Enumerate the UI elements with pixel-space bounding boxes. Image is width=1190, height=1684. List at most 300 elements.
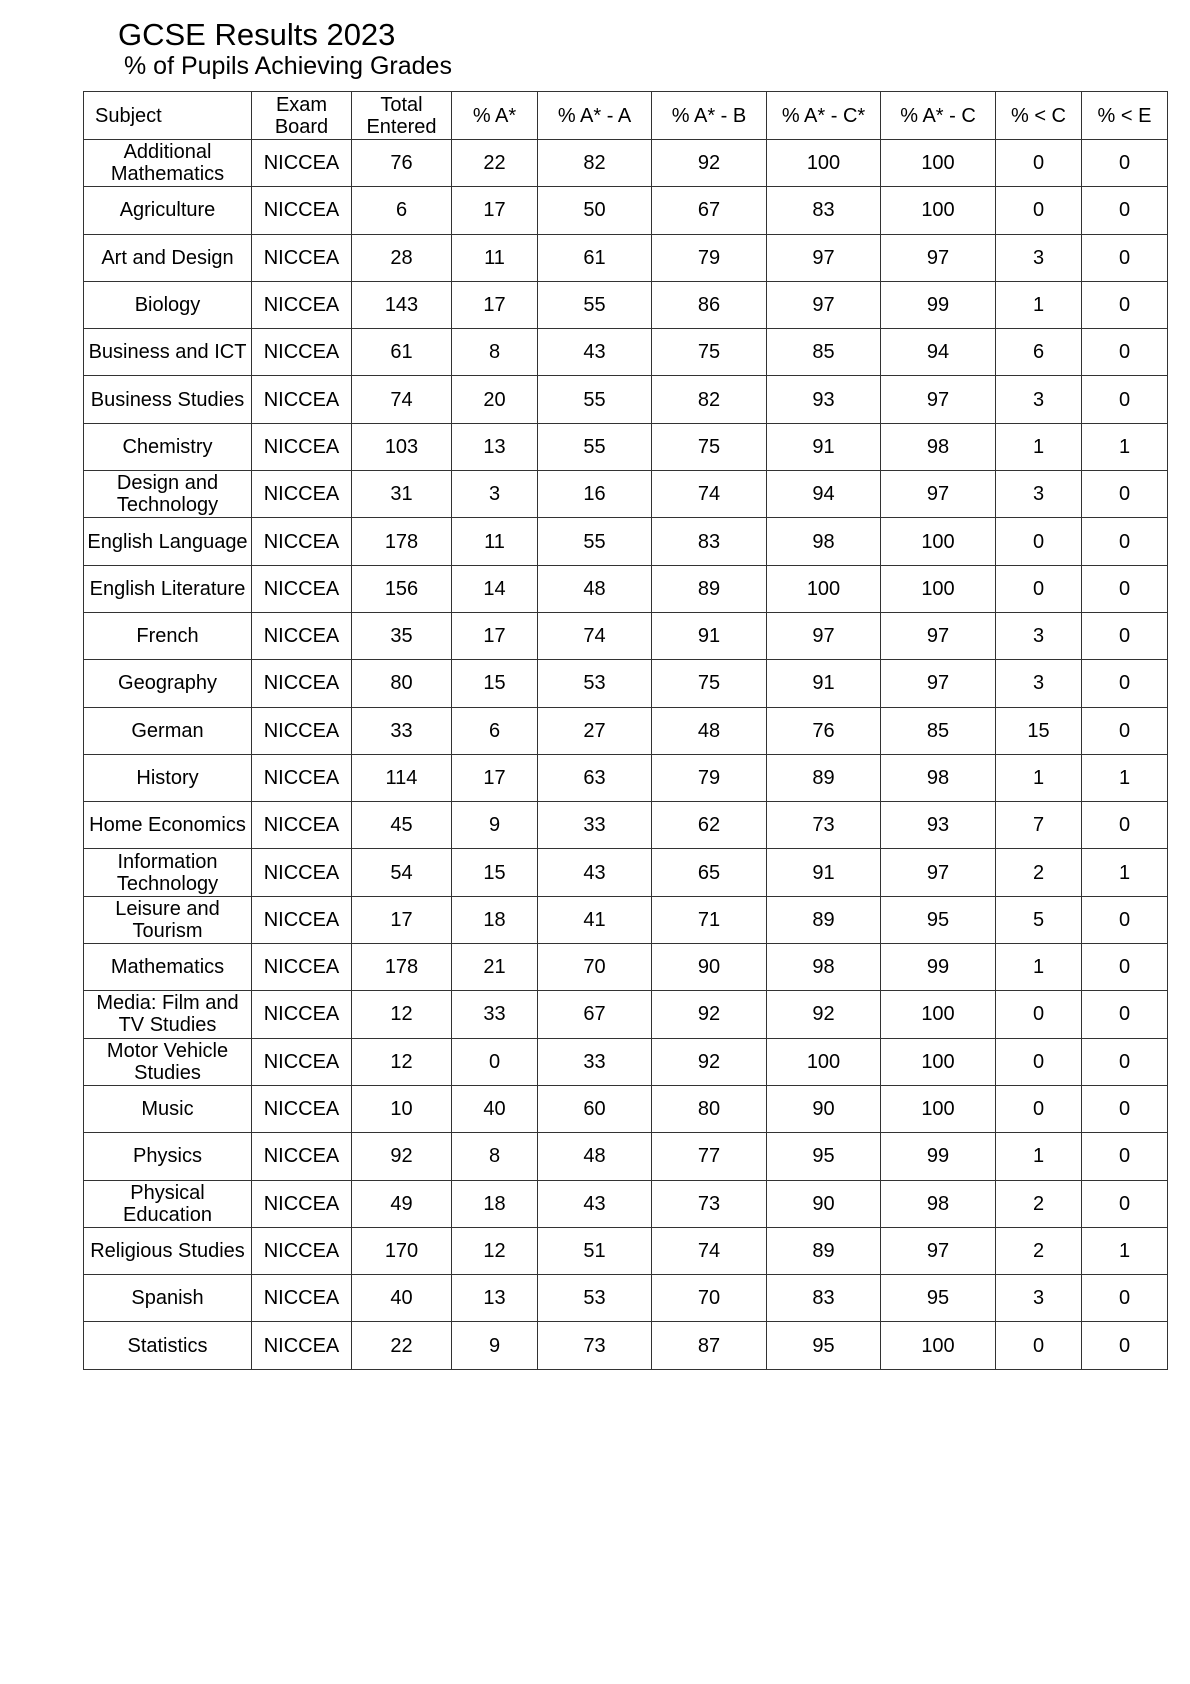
table-cell: 100 xyxy=(881,1038,996,1085)
table-cell: 35 xyxy=(352,612,452,659)
table-row xyxy=(84,565,1168,612)
table-cell: 170 xyxy=(352,1227,452,1274)
table-cell: NICCEA xyxy=(252,707,352,754)
table-cell: 0 xyxy=(1082,1133,1168,1180)
table-cell: 1 xyxy=(996,423,1082,470)
table-cell: 0 xyxy=(1082,707,1168,754)
table-cell: 48 xyxy=(652,707,767,754)
table-cell: 1 xyxy=(1082,1227,1168,1274)
table-cell: 97 xyxy=(881,1227,996,1274)
table-cell: 114 xyxy=(352,754,452,801)
table-cell: 91 xyxy=(767,660,881,707)
table-row xyxy=(84,991,1168,1038)
table-cell: 17 xyxy=(452,281,538,328)
table-cell: 77 xyxy=(652,1133,767,1180)
table-cell: 55 xyxy=(538,281,652,328)
table-cell: NICCEA xyxy=(252,802,352,849)
table-cell: 0 xyxy=(1082,612,1168,659)
subject-cell: Additional Mathematics xyxy=(84,140,252,187)
table-cell: 43 xyxy=(538,1180,652,1227)
table-cell: NICCEA xyxy=(252,849,352,896)
table-cell: 40 xyxy=(452,1085,538,1132)
table-cell: 6 xyxy=(996,329,1082,376)
table-cell: 97 xyxy=(767,281,881,328)
table-cell: 2 xyxy=(996,849,1082,896)
subject-cell: English Literature xyxy=(84,565,252,612)
table-cell: NICCEA xyxy=(252,140,352,187)
table-cell: NICCEA xyxy=(252,376,352,423)
table-cell: 11 xyxy=(452,234,538,281)
column-header: Subject xyxy=(84,92,252,140)
table-cell: 17 xyxy=(452,754,538,801)
table-cell: NICCEA xyxy=(252,991,352,1038)
table-cell: NICCEA xyxy=(252,1133,352,1180)
table-cell: 55 xyxy=(538,376,652,423)
table-row xyxy=(84,1038,1168,1085)
table-cell: 99 xyxy=(881,944,996,991)
table-row xyxy=(84,1227,1168,1274)
table-cell: 43 xyxy=(538,849,652,896)
table-cell: 97 xyxy=(881,234,996,281)
table-row xyxy=(84,944,1168,991)
table-cell: 100 xyxy=(881,565,996,612)
subject-cell: History xyxy=(84,754,252,801)
table-cell: 11 xyxy=(452,518,538,565)
table-cell: 63 xyxy=(538,754,652,801)
table-cell: 74 xyxy=(352,376,452,423)
table-cell: 178 xyxy=(352,518,452,565)
table-cell: 17 xyxy=(452,187,538,234)
subject-cell: Geography xyxy=(84,660,252,707)
table-cell: 100 xyxy=(881,1322,996,1369)
page-title: GCSE Results 2023 xyxy=(118,17,396,52)
table-cell: 70 xyxy=(538,944,652,991)
table-cell: 1 xyxy=(1082,423,1168,470)
table-cell: 83 xyxy=(767,1275,881,1322)
table-cell: 94 xyxy=(767,471,881,518)
table-cell: 90 xyxy=(652,944,767,991)
table-cell: 49 xyxy=(352,1180,452,1227)
table-cell: 0 xyxy=(996,1322,1082,1369)
subject-cell: Art and Design xyxy=(84,234,252,281)
table-cell: 91 xyxy=(652,612,767,659)
table-cell: 18 xyxy=(452,896,538,943)
table-cell: 83 xyxy=(767,187,881,234)
table-cell: 74 xyxy=(652,471,767,518)
column-header: % A* - B xyxy=(652,92,767,140)
table-row xyxy=(84,1133,1168,1180)
table-row xyxy=(84,471,1168,518)
subject-cell: Physical Education xyxy=(84,1180,252,1227)
table-cell: 3 xyxy=(996,612,1082,659)
subject-cell: Mathematics xyxy=(84,944,252,991)
table-cell: 3 xyxy=(996,660,1082,707)
table-cell: NICCEA xyxy=(252,187,352,234)
table-cell: 20 xyxy=(452,376,538,423)
table-cell: 91 xyxy=(767,849,881,896)
table-row xyxy=(84,1180,1168,1227)
table-cell: 90 xyxy=(767,1180,881,1227)
table-cell: 82 xyxy=(652,376,767,423)
table-cell: NICCEA xyxy=(252,281,352,328)
column-header: Total Entered xyxy=(352,92,452,140)
table-cell: 15 xyxy=(452,660,538,707)
table-cell: 97 xyxy=(881,849,996,896)
table-cell: 0 xyxy=(1082,281,1168,328)
table-cell: 33 xyxy=(538,802,652,849)
table-row xyxy=(84,612,1168,659)
table-cell: 99 xyxy=(881,1133,996,1180)
table-cell: 1 xyxy=(996,281,1082,328)
table-row xyxy=(84,376,1168,423)
table-cell: 60 xyxy=(538,1085,652,1132)
table-cell: 33 xyxy=(538,1038,652,1085)
subject-cell: Music xyxy=(84,1085,252,1132)
table-cell: 0 xyxy=(1082,376,1168,423)
table-cell: 80 xyxy=(352,660,452,707)
table-cell: 48 xyxy=(538,565,652,612)
table-cell: NICCEA xyxy=(252,944,352,991)
column-header: % < C xyxy=(996,92,1082,140)
table-cell: 95 xyxy=(767,1322,881,1369)
table-cell: 100 xyxy=(881,1085,996,1132)
table-cell: 5 xyxy=(996,896,1082,943)
table-cell: 0 xyxy=(1082,187,1168,234)
table-cell: 85 xyxy=(767,329,881,376)
table-cell: 22 xyxy=(352,1322,452,1369)
table-cell: 2 xyxy=(996,1227,1082,1274)
table-row xyxy=(84,329,1168,376)
table-cell: 86 xyxy=(652,281,767,328)
table-row xyxy=(84,234,1168,281)
table-row xyxy=(84,660,1168,707)
table-cell: 10 xyxy=(352,1085,452,1132)
table-row xyxy=(84,1275,1168,1322)
table-cell: 7 xyxy=(996,802,1082,849)
table-cell: 8 xyxy=(452,329,538,376)
table-cell: 75 xyxy=(652,329,767,376)
table-cell: 89 xyxy=(652,565,767,612)
table-cell: 28 xyxy=(352,234,452,281)
table-cell: 9 xyxy=(452,1322,538,1369)
table-cell: NICCEA xyxy=(252,896,352,943)
table-cell: 0 xyxy=(1082,802,1168,849)
subject-cell: Agriculture xyxy=(84,187,252,234)
table-cell: 99 xyxy=(881,281,996,328)
column-header: Exam Board xyxy=(252,92,352,140)
table-row xyxy=(84,518,1168,565)
table-cell: 95 xyxy=(881,1275,996,1322)
table-cell: 0 xyxy=(1082,1038,1168,1085)
table-cell: 1 xyxy=(996,1133,1082,1180)
table-cell: 97 xyxy=(767,234,881,281)
table-row xyxy=(84,754,1168,801)
table-cell: 100 xyxy=(767,1038,881,1085)
table-cell: 89 xyxy=(767,1227,881,1274)
table-cell: 80 xyxy=(652,1085,767,1132)
table-cell: 92 xyxy=(652,140,767,187)
table-row xyxy=(84,281,1168,328)
table-cell: 98 xyxy=(767,944,881,991)
column-header: % A* - C xyxy=(881,92,996,140)
table-cell: 73 xyxy=(652,1180,767,1227)
results-table xyxy=(83,91,1168,1370)
subject-cell: Information Technology xyxy=(84,849,252,896)
table-cell: NICCEA xyxy=(252,565,352,612)
table-cell: 95 xyxy=(767,1133,881,1180)
table-cell: 1 xyxy=(996,944,1082,991)
table-cell: 0 xyxy=(1082,565,1168,612)
table-cell: NICCEA xyxy=(252,471,352,518)
table-cell: 16 xyxy=(538,471,652,518)
table-cell: 0 xyxy=(1082,896,1168,943)
table-cell: NICCEA xyxy=(252,754,352,801)
table-cell: 97 xyxy=(881,376,996,423)
table-cell: 74 xyxy=(538,612,652,659)
table-cell: 79 xyxy=(652,234,767,281)
table-cell: 0 xyxy=(996,140,1082,187)
table-cell: 0 xyxy=(1082,1275,1168,1322)
table-cell: 1 xyxy=(996,754,1082,801)
table-cell: 97 xyxy=(881,660,996,707)
table-cell: 93 xyxy=(767,376,881,423)
table-cell: 0 xyxy=(1082,1180,1168,1227)
table-cell: 0 xyxy=(452,1038,538,1085)
table-cell: 83 xyxy=(652,518,767,565)
table-cell: 100 xyxy=(767,140,881,187)
table-cell: NICCEA xyxy=(252,1227,352,1274)
table-cell: 61 xyxy=(538,234,652,281)
table-cell: 95 xyxy=(881,896,996,943)
table-cell: 27 xyxy=(538,707,652,754)
table-cell: 43 xyxy=(538,329,652,376)
table-cell: 0 xyxy=(996,187,1082,234)
table-cell: 67 xyxy=(538,991,652,1038)
table-cell: NICCEA xyxy=(252,1180,352,1227)
subject-cell: Media: Film and TV Studies xyxy=(84,991,252,1038)
table-cell: 94 xyxy=(881,329,996,376)
table-cell: 17 xyxy=(352,896,452,943)
table-cell: 48 xyxy=(538,1133,652,1180)
table-cell: 41 xyxy=(538,896,652,943)
table-cell: 87 xyxy=(652,1322,767,1369)
subject-cell: Design and Technology xyxy=(84,471,252,518)
table-cell: 92 xyxy=(767,991,881,1038)
table-cell: 6 xyxy=(452,707,538,754)
table-cell: 82 xyxy=(538,140,652,187)
table-cell: 0 xyxy=(1082,660,1168,707)
subject-cell: Motor Vehicle Studies xyxy=(84,1038,252,1085)
table-cell: 2 xyxy=(996,1180,1082,1227)
table-cell: NICCEA xyxy=(252,1275,352,1322)
table-cell: 0 xyxy=(996,565,1082,612)
table-cell: 12 xyxy=(452,1227,538,1274)
table-cell: 53 xyxy=(538,660,652,707)
subject-cell: Statistics xyxy=(84,1322,252,1369)
table-cell: NICCEA xyxy=(252,1322,352,1369)
table-cell: 100 xyxy=(881,518,996,565)
table-cell: 97 xyxy=(881,612,996,659)
table-cell: 0 xyxy=(996,1038,1082,1085)
table-cell: 92 xyxy=(652,991,767,1038)
table-cell: NICCEA xyxy=(252,1038,352,1085)
table-cell: 14 xyxy=(452,565,538,612)
table-cell: 100 xyxy=(767,565,881,612)
table-cell: 89 xyxy=(767,896,881,943)
table-cell: 0 xyxy=(1082,329,1168,376)
table-cell: 71 xyxy=(652,896,767,943)
table-cell: NICCEA xyxy=(252,518,352,565)
table-cell: 0 xyxy=(996,1085,1082,1132)
table-cell: 98 xyxy=(767,518,881,565)
table-cell: 97 xyxy=(767,612,881,659)
page-subtitle: % of Pupils Achieving Grades xyxy=(124,52,452,80)
table-cell: 67 xyxy=(652,187,767,234)
table-cell: 0 xyxy=(1082,471,1168,518)
table-cell: 12 xyxy=(352,991,452,1038)
table-cell: 0 xyxy=(1082,1322,1168,1369)
table-cell: 40 xyxy=(352,1275,452,1322)
table-cell: 50 xyxy=(538,187,652,234)
table-row xyxy=(84,423,1168,470)
table-cell: 31 xyxy=(352,471,452,518)
subject-cell: German xyxy=(84,707,252,754)
table-cell: 76 xyxy=(767,707,881,754)
table-cell: 75 xyxy=(652,660,767,707)
table-row xyxy=(84,187,1168,234)
table-cell: 1 xyxy=(1082,754,1168,801)
table-cell: 0 xyxy=(1082,991,1168,1038)
table-cell: 143 xyxy=(352,281,452,328)
subject-cell: Business Studies xyxy=(84,376,252,423)
table-cell: 3 xyxy=(996,471,1082,518)
column-header: % A* - C* xyxy=(767,92,881,140)
table-cell: 55 xyxy=(538,518,652,565)
table-cell: 178 xyxy=(352,944,452,991)
table-cell: 98 xyxy=(881,754,996,801)
table-cell: 73 xyxy=(767,802,881,849)
table-cell: 92 xyxy=(352,1133,452,1180)
subject-cell: Spanish xyxy=(84,1275,252,1322)
table-cell: 61 xyxy=(352,329,452,376)
table-cell: 33 xyxy=(352,707,452,754)
subject-cell: Leisure and Tourism xyxy=(84,896,252,943)
table-cell: 33 xyxy=(452,991,538,1038)
table-cell: 100 xyxy=(881,140,996,187)
table-cell: 62 xyxy=(652,802,767,849)
table-row xyxy=(84,896,1168,943)
table-cell: 9 xyxy=(452,802,538,849)
table-cell: 156 xyxy=(352,565,452,612)
table-cell: 97 xyxy=(881,471,996,518)
table-cell: 0 xyxy=(996,518,1082,565)
column-header: % < E xyxy=(1082,92,1168,140)
table-cell: NICCEA xyxy=(252,329,352,376)
table-cell: 51 xyxy=(538,1227,652,1274)
table-cell: 91 xyxy=(767,423,881,470)
column-header: % A* - A xyxy=(538,92,652,140)
table-row xyxy=(84,707,1168,754)
table-row xyxy=(84,849,1168,896)
table-body xyxy=(84,140,1168,1370)
table-cell: 73 xyxy=(538,1322,652,1369)
table-cell: 53 xyxy=(538,1275,652,1322)
table-cell: 15 xyxy=(996,707,1082,754)
subject-cell: Physics xyxy=(84,1133,252,1180)
table-cell: 21 xyxy=(452,944,538,991)
table-cell: 45 xyxy=(352,802,452,849)
table-cell: 54 xyxy=(352,849,452,896)
table-cell: 65 xyxy=(652,849,767,896)
table-cell: 22 xyxy=(452,140,538,187)
table-cell: 85 xyxy=(881,707,996,754)
table-cell: 70 xyxy=(652,1275,767,1322)
table-cell: 13 xyxy=(452,423,538,470)
table-cell: 103 xyxy=(352,423,452,470)
subject-cell: French xyxy=(84,612,252,659)
table-cell: 100 xyxy=(881,991,996,1038)
table-cell: 0 xyxy=(1082,518,1168,565)
subject-cell: Home Economics xyxy=(84,802,252,849)
table-cell: 98 xyxy=(881,423,996,470)
table-cell: NICCEA xyxy=(252,1085,352,1132)
table-row xyxy=(84,140,1168,187)
column-header: % A* xyxy=(452,92,538,140)
table-cell: 0 xyxy=(1082,140,1168,187)
table-cell: 90 xyxy=(767,1085,881,1132)
table-cell: 3 xyxy=(452,471,538,518)
subject-cell: Biology xyxy=(84,281,252,328)
table-row xyxy=(84,1322,1168,1369)
table-cell: 89 xyxy=(767,754,881,801)
table-cell: 18 xyxy=(452,1180,538,1227)
table-cell: 3 xyxy=(996,234,1082,281)
header-row xyxy=(84,92,1168,140)
table-cell: 93 xyxy=(881,802,996,849)
subject-cell: Business and ICT xyxy=(84,329,252,376)
table-cell: 3 xyxy=(996,376,1082,423)
subject-cell: Chemistry xyxy=(84,423,252,470)
table-row xyxy=(84,802,1168,849)
table-cell: 79 xyxy=(652,754,767,801)
table-cell: 76 xyxy=(352,140,452,187)
subject-cell: Religious Studies xyxy=(84,1227,252,1274)
subject-cell: English Language xyxy=(84,518,252,565)
table-row xyxy=(84,1085,1168,1132)
table-cell: 0 xyxy=(1082,234,1168,281)
table-cell: 98 xyxy=(881,1180,996,1227)
table-cell: 0 xyxy=(1082,1085,1168,1132)
table-cell: 8 xyxy=(452,1133,538,1180)
table-cell: 17 xyxy=(452,612,538,659)
table-cell: 1 xyxy=(1082,849,1168,896)
table-cell: 75 xyxy=(652,423,767,470)
table-cell: 55 xyxy=(538,423,652,470)
table-cell: NICCEA xyxy=(252,660,352,707)
table-cell: NICCEA xyxy=(252,423,352,470)
table-cell: 74 xyxy=(652,1227,767,1274)
table-cell: 0 xyxy=(996,991,1082,1038)
table-cell: 12 xyxy=(352,1038,452,1085)
table-cell: 3 xyxy=(996,1275,1082,1322)
table-cell: 92 xyxy=(652,1038,767,1085)
table-cell: NICCEA xyxy=(252,234,352,281)
table-cell: 100 xyxy=(881,187,996,234)
table-cell: 0 xyxy=(1082,944,1168,991)
table-header xyxy=(84,92,1168,140)
table-cell: 13 xyxy=(452,1275,538,1322)
table-cell: 6 xyxy=(352,187,452,234)
